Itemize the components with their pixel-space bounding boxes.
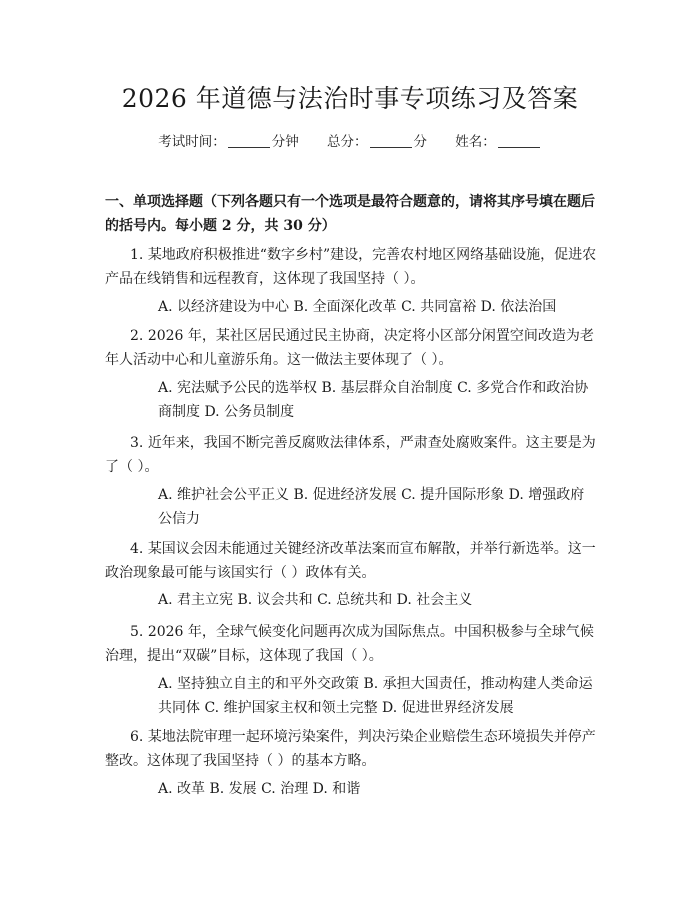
score-blank[interactable] [370,133,412,148]
question-stem [105,725,597,773]
question-stem [105,431,597,479]
question-text: 某地政府积极推进“数字乡村”建设，完善农村地区网络基础设施，促进农产品在线销售和远程教育，这体现了我国坚持（ ）。 [105,247,597,287]
score-unit: 分 [413,134,427,150]
options-text: A. 君主立宪 B. 议会共和 C. 总统共和 D. 社会主义 [158,592,473,608]
options-text: A. 坚持独立自主的和平外交政策 B. 承担大国责任，推动构建人类命运共同体 C. 维护国家主权和领土完整 D. 促进世界经济发展 [158,676,593,716]
question-number: 5. [130,624,144,640]
question-text: 近年来，我国不断完善反腐败法律体系，严肃查处腐败案件。这主要是为了（ ）。 [105,435,596,475]
question-stem [105,243,597,291]
time-unit: 分钟 [271,134,299,150]
question-stem [105,620,597,668]
question-options [105,588,597,612]
question-number: 3. [130,435,144,451]
time-blank[interactable] [228,133,270,148]
exam-time [158,132,299,152]
question-options [105,376,597,424]
question-options [105,777,597,801]
options-text: A. 宪法赋予公民的选举权 B. 基层群众自治制度 C. 多党合作和政治协商制度 D. 公务员制度 [158,380,589,420]
question-options [105,295,597,319]
question-text: 2026 年，某社区居民通过民主协商，决定将小区部分闲置空间改造为老年人活动中心和儿童游乐角。这一做法主要体现了（ ）。 [105,328,594,368]
question-number: 4. [130,541,144,557]
time-label: 考试时间： [158,134,226,150]
question-options [105,672,597,720]
question-stem [105,537,597,585]
options-text: A. 改革 B. 发展 C. 治理 D. 和谐 [158,781,361,797]
question-number: 6. [130,729,144,745]
question-stem [105,324,597,372]
score-label: 总分： [327,134,368,150]
question-text: 某地法院审理一起环境污染案件，判决污染企业赔偿生态环境损失并停产整改。这体现了我国坚持（ ）的基本方略。 [105,729,596,769]
options-text: A. 维护社会公平正义 B. 促进经济发展 C. 提升国际形象 D. 增强政府公信力 [158,487,585,527]
exam-score [327,132,427,152]
exam-meta [0,132,700,152]
question-number: 1. [130,247,144,263]
exam-name [455,132,542,152]
question-text: 某国议会因未能通过关键经济改革法案而宣布解散，并举行新选举。这一政治现象最可能与该国实行（ ）政体有关。 [105,541,596,581]
question-number: 2. [130,328,144,344]
question-text: 2026 年，全球气候变化问题再次成为国际焦点。中国积极参与全球气候治理，提出“双碳”目标，这体现了我国（ ）。 [105,624,594,664]
section-heading: 一、单项选择题（下列各题只有一个选项是最符合题意的，请将其序号填在题后的括号内。每小题 2 分，共 30 分） [105,194,595,234]
question-options [105,483,597,531]
options-text: A. 以经济建设为中心 B. 全面深化改革 C. 共同富裕 D. 依法治国 [158,299,557,315]
name-blank[interactable] [498,133,540,148]
name-label: 姓名： [455,134,496,150]
page-title: 2026 年道德与法治时事专项练习及答案 [121,84,579,113]
